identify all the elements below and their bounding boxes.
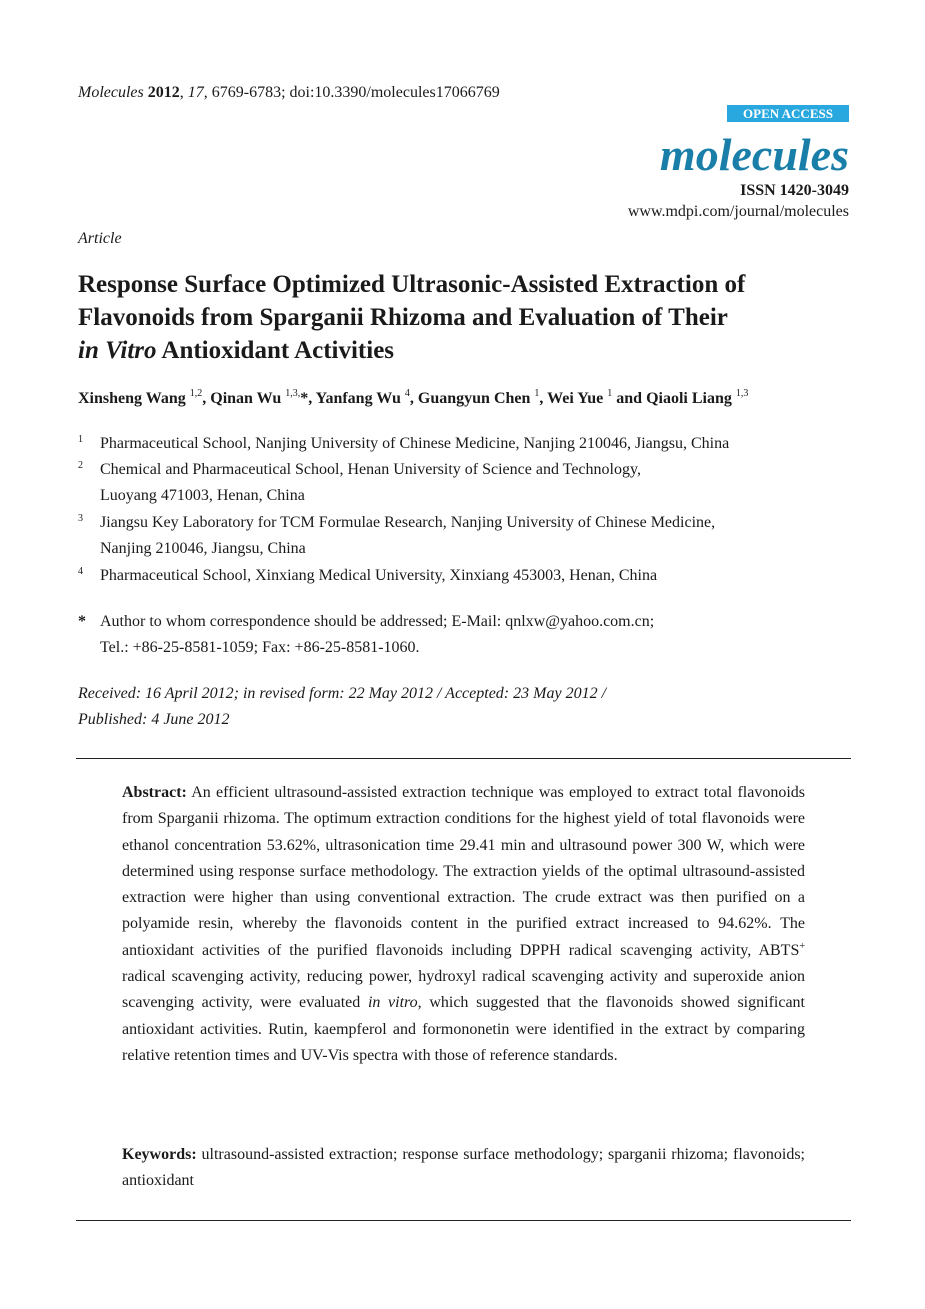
abstract: Abstract: An efficient ultrasound-assisted extraction technique was employed to extract total flavonoids from Sparganii rhizoma. The optimum extraction conditions for the highest yield of total flavonoids were ethanol concentration 53.62%, ultrasonication time 29.41 min and ultrasound power 300 W, which were determined using response surface methodology. The extraction yields of the optimal ultrasound-assisted extraction were higher than using conventional extraction. The crude extract was then purified on a polyamide resin, whereby the flavonoids content in the purified extract increased to 94.62%. The antioxidant activities of the purified flavonoids including DPPH radical scavenging activity, ABTS+ radical scavenging activity, reducing power, hydroxyl radical scavenging activity and superoxide anion scavenging activity, were evaluated in vitro, which suggested that the flavonoids showed significant antioxidant activities. Rutin, kaempferol and formononetin were identified in the extract by comparing relative retention times and UV-Vis spectra with those of reference standards.: [122, 784, 805, 1064]
journal-url[interactable]: www.mdpi.com/journal/molecules: [627, 203, 849, 220]
citation-pages-doi: 6769-6783; doi:10.3390/molecules17066769: [211, 84, 500, 101]
correspondence-phone: Tel.: +86-25-8581-1059; Fax: +86-25-8581-1060.: [100, 639, 420, 656]
author: Qiaoli Liang $^{1,3}$: [646, 388, 749, 407]
author-list: [78, 388, 878, 408]
issn: ISSN 1420-3049: [740, 182, 849, 199]
keywords: Keywords: ultrasound-assisted extraction; response surface methodology; sparganii rhizoma; flavonoids; antioxidant: [122, 1146, 805, 1189]
author: Xinsheng Wang $^{1,2}$,: [78, 388, 211, 407]
journal-logo-text: molecules: [659, 129, 849, 180]
citation-journal: Molecules: [78, 84, 144, 101]
title-line-3: in Vitro Antioxidant Activities: [78, 337, 395, 364]
author: Wei Yue $^1$ and: [547, 388, 647, 407]
author: Qinan Wu $^{1,3,}$*,: [210, 388, 316, 407]
citation-volume: 17: [187, 84, 204, 101]
divider-bottom: [76, 1220, 851, 1221]
author: Guangyun Chen $^1$,: [417, 388, 548, 407]
citation-year: 2012: [147, 84, 180, 101]
citation-line: Molecules 2012, 17, 6769-6783; doi:10.3390/molecules17066769: [78, 84, 500, 101]
open-access-badge: OPEN ACCESS: [727, 105, 849, 122]
publication-dates: Received: 16 April 2012; in revised form: 22 May 2012 / Accepted: 23 May 2012 / Published: 4 June 2012: [78, 685, 607, 728]
divider-top: [76, 758, 851, 759]
title-line-1: Response Surface Optimized Ultrasonic-Assisted Extraction of: [78, 271, 746, 298]
keywords-label: Keywords:: [122, 1146, 197, 1163]
correspondence-email: Author to whom correspondence should be addressed; E-Mail: qnlxw@yahoo.com.cn;: [100, 613, 655, 630]
title-line-2: Flavonoids from Sparganii Rhizoma and Evaluation of Their: [78, 304, 728, 331]
paper-title: [78, 268, 868, 367]
abstract-label: Abstract:: [122, 784, 187, 801]
author: Yanfang Wu $^4$,: [315, 388, 418, 407]
article-type: Article: [78, 230, 122, 247]
